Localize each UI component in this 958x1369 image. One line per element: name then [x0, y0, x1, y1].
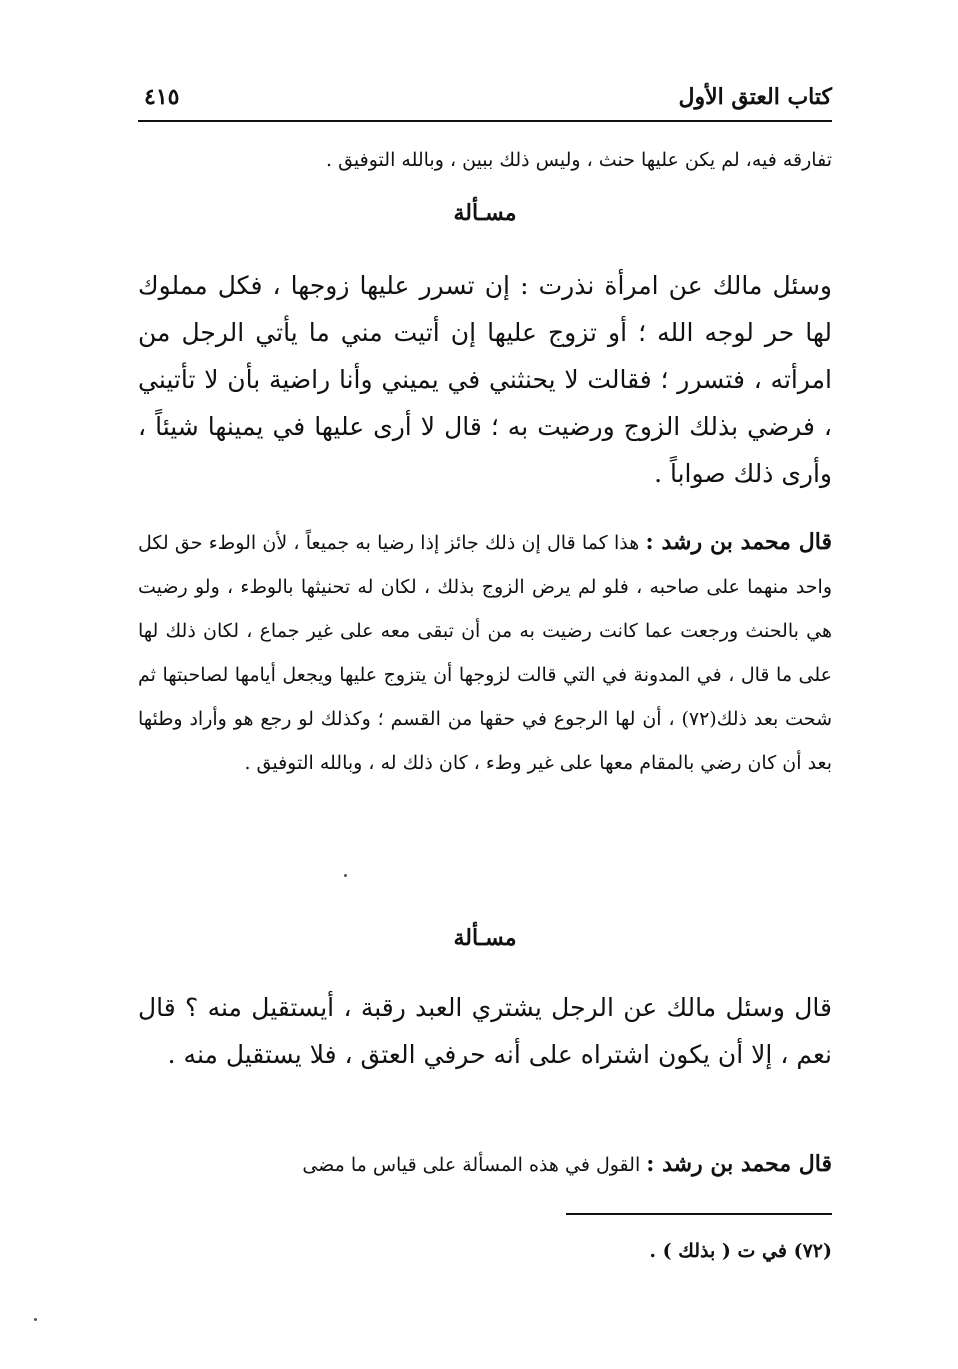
commentary-text: هذا كما قال إن ذلك جائز إذا رضيا به جميعاً ، لأن الوطء حق لكل واحد منهما على صاحبه ، فلو لم يرض الزوج بذلك ، لكان له تحنيثها بالوطء ، ولو رضيت هي بالحنث ورجعت عما كانت رضيت به من أن تبقى معه على غير جماع ، لكان ذلك لها على ما قال ، في المدونة في التي قالت لزوجها أن يتزوج عليها ويجعل أيامها لصاحبتها ثم شحت بعد ذلك(٧٢) ، أن لها الرجوع في حقها من القسم ؛ وكذلك لو رجع هو وأراد وطئها بعد أن كان رضي بالمقام معها على غير وطء ، كان ذلك له ، وبالله التوفيق .: [138, 532, 832, 774]
commentary-text: القول في هذه المسألة على قياس ما مضى: [302, 1154, 641, 1176]
footnote: (٧٢) في ت ( بذلك ) .: [649, 1240, 832, 1262]
section-heading-1: مسـألة: [453, 200, 517, 226]
question-paragraph-2: قال وسئل مالك عن الرجل يشتري العبد رقبة ، أيستقيل منه ؟ قال نعم ، إلا أن يكون اشتراه على أنه حرفي العتق ، فلا يستقيل منه .: [138, 993, 832, 1069]
question-paragraph-1: وسئل مالك عن امرأة نذرت : إن تسرر عليها زوجها ، فكل مملوك لها حر لوجه الله ؛ أو تزوج عليها إن أتيت مني ما يأتي الرجل من امرأته ، فتسرر ؛ فقالت لا يحنثني في يميني وأنا راضية بأن لا تأتيني ، فرضي بذلك الزوج ورضيت به ؛ قال لا أرى عليها في يمينها شيئاً ، وأرى ذلك صواباً .: [138, 271, 832, 488]
footnote-rule: [566, 1213, 832, 1215]
speaker-label: قال محمد بن رشد :: [645, 529, 832, 555]
commentary-paragraph-1: [138, 520, 832, 785]
scan-speck: [34, 1318, 37, 1321]
page-header: [138, 78, 832, 120]
header-rule: [138, 120, 832, 122]
paragraph-continuation: تفارقه فيه، لم يكن عليها حنث ، وليس ذلك ببين ، وبالله التوفيق .: [325, 149, 832, 171]
section-heading-2: مسـألة: [453, 925, 517, 951]
speaker-label: قال محمد بن رشد :: [646, 1151, 832, 1177]
page-number: ٤١٥: [144, 84, 180, 110]
running-title: كتاب العتق الأول: [678, 84, 832, 110]
scan-speck: [344, 874, 347, 877]
commentary-paragraph-2: [138, 1142, 832, 1187]
